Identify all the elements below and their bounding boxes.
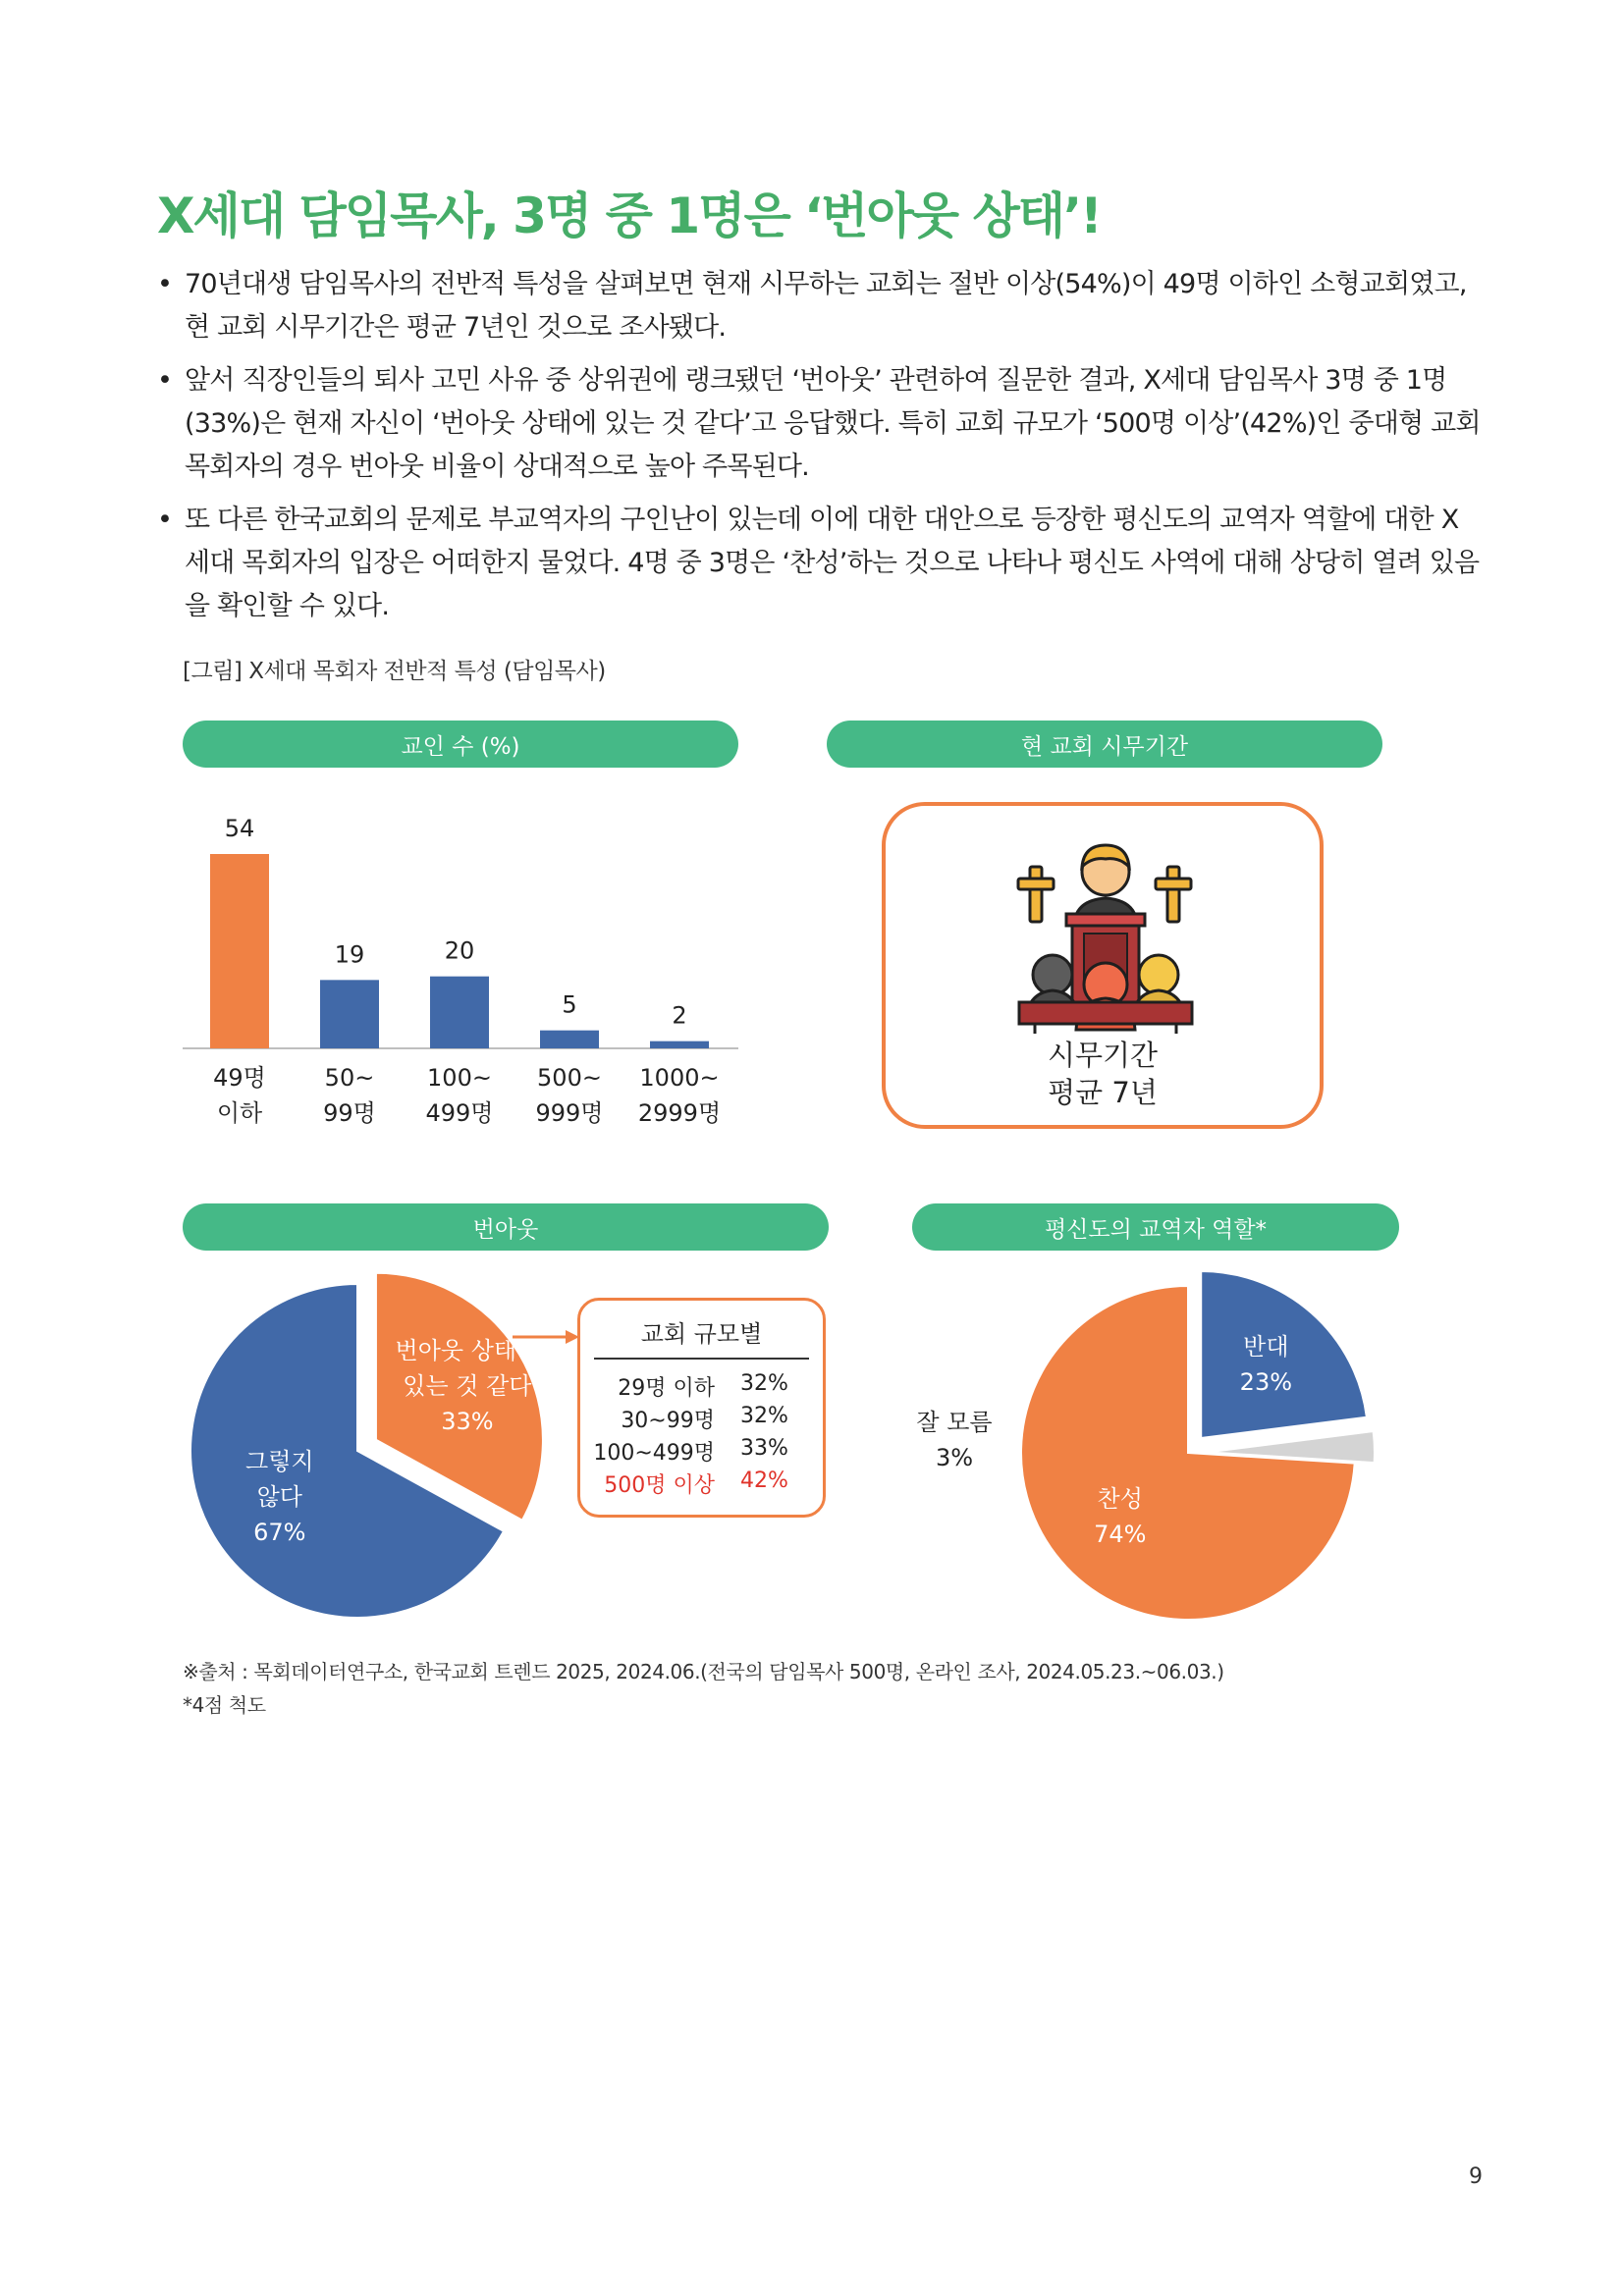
tenure-panel-header: 현 교회 시무기간 [827,721,1382,768]
figure-caption: [그림] X세대 목회자 전반적 특성 (담임목사) [183,659,606,684]
slice-label: 그렇지 [245,1447,314,1475]
slice-label: 찬성 [1097,1485,1143,1514]
bar [540,1031,599,1048]
source-line: ※출처 : 목회데이터연구소, 한국교회 트렌드 2025, 2024.06.(전국의 담임목사 500명, 온라인 조사, 2024.05.23.~06.03.) [183,1660,1224,1683]
x-tick-label: 50~ [324,1064,375,1092]
scale-note: *4점 척도 [183,1693,266,1717]
bar-value-label: 20 [444,936,475,965]
slice-label: 잘 모름 [916,1409,993,1436]
x-tick-label: 999명 [535,1099,604,1127]
bar-value-label: 54 [224,815,255,842]
members-panel-header: 교인 수 (%) [183,721,738,768]
bar [210,854,269,1048]
size-row-value: 32% [740,1404,788,1428]
church-size-breakdown [577,1298,826,1518]
slice-label: 번아웃 상태에 [395,1336,540,1364]
slice-value-label: 33% [441,1407,494,1435]
x-tick-label: 500~ [537,1064,602,1092]
bullet-item: • 앞서 직장인들의 퇴사 고민 사유 중 상위권에 랭크됐던 ‘번아웃’ 관련하여 질문한 결과, X세대 담임목사 3명 중 1명(33%)은 현재 자신이 ‘번아웃 상태에 있는 것 같다’고 응답했다. 특히 교회 규모가 ‘500명 이상’(42%)인 중대형 교회 목회자의 경우 번아웃 비율이 상대적으로 높아 주목된다. [157,359,1483,489]
size-row-label: 100~499명 [593,1441,715,1466]
slice-value-label: 3% [935,1444,974,1471]
size-row-label: 500명 이상 [604,1473,715,1498]
summary-bullets [157,263,1483,638]
bar [430,977,489,1048]
lay-role-pie-chart [884,1261,1394,1644]
x-tick-label: 2999명 [637,1099,722,1127]
tenure-card [882,802,1324,1129]
bar-value-label: 2 [672,1001,687,1030]
size-row-value: 33% [740,1436,788,1461]
lay-panel-header: 평신도의 교역자 역할* [912,1203,1399,1251]
x-tick-label: 99명 [323,1099,376,1127]
slice-label: 않다 [256,1482,302,1511]
source-note [183,1655,1224,1722]
size-row-label: 30~99명 [621,1409,715,1433]
size-box-title: 교회 규모별 [640,1320,763,1348]
slice-label: 반대 [1243,1332,1289,1361]
members-bar-chart [183,785,742,1148]
bar-value-label: 19 [334,940,365,969]
slice-label: 있는 것 같다 [403,1371,532,1400]
x-tick-label: 이하 [216,1099,263,1127]
pastor-at-pulpit-with-crosses-and-congregation-icon [1013,828,1200,1034]
bar [650,1041,709,1048]
bullet-item: • 또 다른 한국교회의 문제로 부교역자의 구인난이 있는데 이에 대한 대안으로 등장한 평신도의 교역자 역할에 대한 X세대 목회자의 입장은 어떠한지 물었다. 4명 중 3명은 ‘찬성’하는 것으로 나타나 평신도 사역에 대해 상당히 열려 있음을 확인할 수 있다. [157,499,1483,628]
burnout-panel-header: 번아웃 [183,1203,829,1251]
burnout-pie-chart [183,1266,585,1639]
bar [320,980,379,1048]
bar-value-label: 5 [562,990,577,1019]
size-row-value: 42% [740,1468,788,1493]
tenure-label-line2: 평균 7년 [1048,1076,1158,1109]
page-number: 9 [1469,2164,1483,2189]
slice-value-label: 23% [1239,1367,1293,1396]
size-box-divider [594,1358,809,1360]
page-title: X세대 담임목사, 3명 중 1명은 ‘번아웃 상태’! [157,187,1101,244]
slice-value-label: 74% [1094,1521,1147,1549]
bullet-item: • 70년대생 담임목사의 전반적 특성을 살펴보면 현재 시무하는 교회는 절반 이상(54%)이 49명 이하인 소형교회였고, 현 교회 시무기간은 평균 7년인 것으로 조사됐다. [157,263,1483,349]
x-tick-label: 499명 [425,1099,494,1127]
x-tick-label: 1000~ [639,1064,720,1092]
callout-arrow [511,1327,581,1347]
x-tick-label: 49명 [213,1064,266,1092]
size-row-label: 29명 이하 [618,1376,715,1401]
tenure-label-line1: 시무기간 [1047,1039,1159,1072]
x-tick-label: 100~ [427,1064,492,1092]
size-row-value: 32% [740,1371,788,1396]
slice-value-label: 67% [253,1518,306,1546]
